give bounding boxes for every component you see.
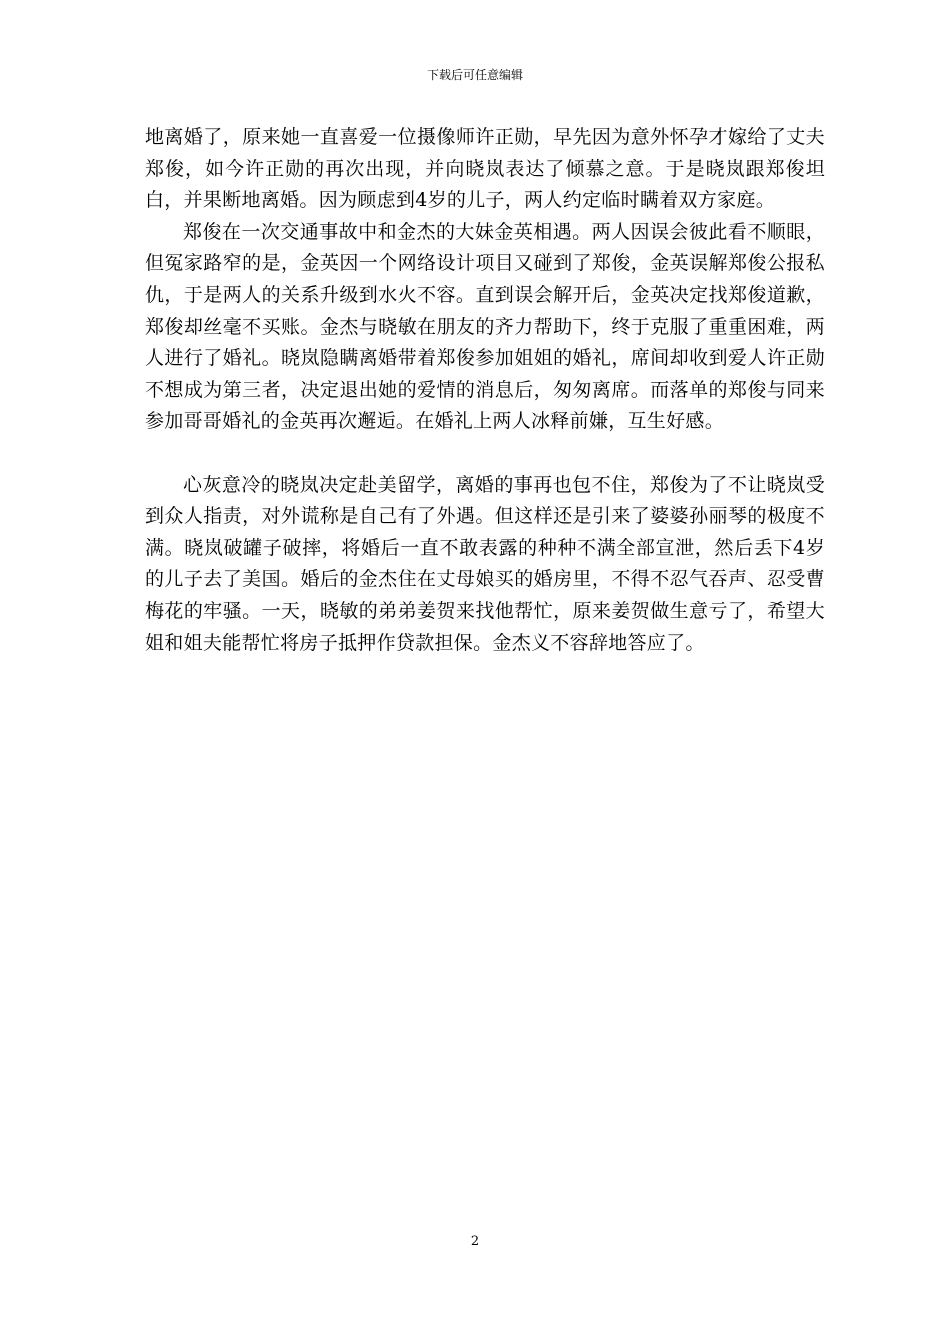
paragraph-2: 郑俊在一次交通事故中和金杰的大妹金英相遇。两人因误会彼此看不顺眼，但冤家路窄的是，金英因一个网络设计项目又碰到了郑俊，金英误解郑俊公报私仇，于是两人的关系升级到水火不容。直到误会解开后，金英决定找郑俊道歉，郑俊却丝毫不买账。金杰与晓敏在朋友的齐力帮助下，终于克服了重重困难，两人进行了婚礼。晓岚隐瞒离婚带着郑俊参加姐姐的婚礼，席间却收到爱人许正勋不想成为第三者，决定退出她的爱情的消息后，匆匆离席。而落单的郑俊与同来参加哥哥婚礼的金英再次邂逅。在婚礼上两人冰释前嫌，互生好感。 [145,220,825,433]
document-body [145,122,825,659]
paragraph-3: 心灰意冷的晓岚决定赴美留学，离婚的事再也包不住，郑俊为了不让晓岚受到众人指责，对外谎称是自己有了外遇。但这样还是引来了婆婆孙丽琴的极度不满。晓岚破罐子破摔，将婚后一直不敢表露的种种不满全部宣泄，然后丢下4岁的儿子去了美国。婚后的金杰住在丈母娘买的婚房里，不得不忍气吞声、忍受曹梅花的牢骚。一天，晓敏的弟弟姜贺来找他帮忙，原来姜贺做生意亏了，希望大姐和姐夫能帮忙将房子抵押作贷款担保。金杰义不容辞地答应了。 [145,473,825,654]
page-header: 下载后可任意编辑 [426,68,523,82]
paragraph-1: 地离婚了，原来她一直喜爱一位摄像师许正勋，早先因为意外怀孕才嫁给了丈夫郑俊，如今许正勋的再次出现，并向晓岚表达了倾慕之意。于是晓岚跟郑俊坦白，并果断地离婚。因为顾虑到4岁的儿子，两人约定临时瞒着双方家庭。 [145,126,825,212]
page-number: 2 [470,1234,480,1249]
